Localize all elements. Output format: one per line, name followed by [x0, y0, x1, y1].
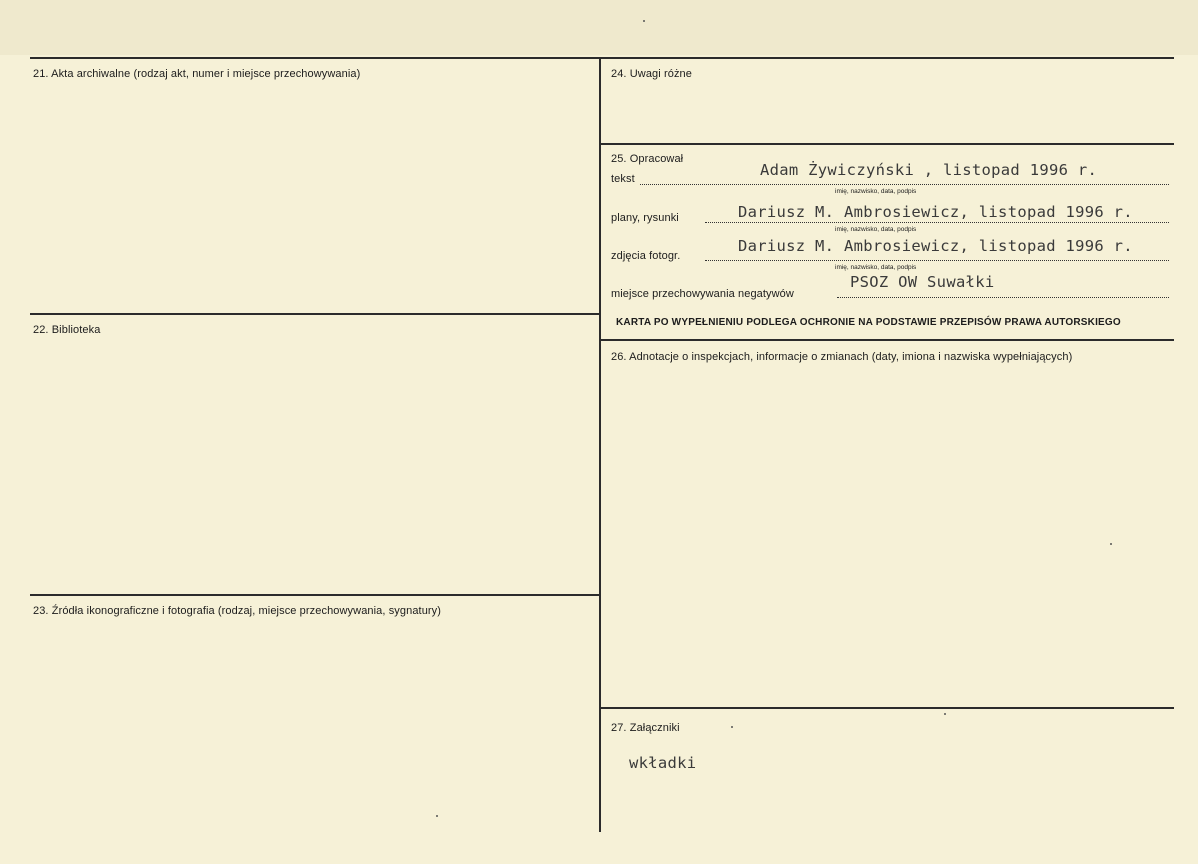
tekst-hint: imię, nazwisko, data, podpis — [835, 188, 917, 195]
tekst-line — [640, 184, 1169, 185]
scan-speck — [944, 713, 946, 715]
rule-22-23 — [30, 594, 599, 596]
rule-21-22 — [30, 313, 599, 315]
section-27-label: 27. Załączniki — [611, 722, 680, 734]
rule-24-25 — [601, 143, 1174, 145]
negatywy-label: miejsce przechowywania negatywów — [611, 288, 794, 300]
scan-speck — [731, 726, 733, 728]
scan-speck — [1110, 543, 1112, 545]
plany-value: Dariusz M. Ambrosiewicz, listopad 1996 r. — [738, 203, 1133, 221]
tekst-label: tekst — [611, 173, 635, 185]
section-22-label: 22. Biblioteka — [33, 324, 101, 336]
card-top-margin — [0, 0, 1198, 55]
scan-speck — [436, 815, 438, 817]
section-25-label: 25. Opracował — [611, 153, 684, 165]
negatywy-value: PSOZ OW Suwałki — [850, 273, 995, 291]
section-24-label: 24. Uwagi różne — [611, 68, 692, 80]
zdjecia-value: Dariusz M. Ambrosiewicz, listopad 1996 r. — [738, 237, 1133, 255]
plany-hint: imię, nazwisko, data, podpis — [835, 226, 917, 233]
negatywy-line — [837, 297, 1169, 298]
zdjecia-hint: imię, nazwisko, data, podpis — [835, 264, 917, 271]
section-23-label: 23. Źródła ikonograficzne i fotografia (rodzaj, miejsce przechowywania, sygnatury) — [33, 605, 442, 617]
zdjecia-line — [705, 260, 1169, 261]
top-rule — [30, 57, 1174, 59]
section-21-label: 21. Akta archiwalne (rodzaj akt, numer i miejsce przechowywania) — [33, 68, 361, 80]
rule-25-26 — [601, 339, 1174, 341]
center-divider — [599, 57, 601, 832]
zalaczniki-value: wkładki — [629, 754, 697, 772]
plany-label: plany, rysunki — [611, 212, 679, 224]
rule-26-27 — [601, 707, 1174, 709]
scan-speck — [643, 20, 645, 22]
plany-line — [705, 222, 1169, 223]
zdjecia-label: zdjęcia fotogr. — [611, 250, 681, 262]
tekst-value: Adam Żywiczyński , listopad 1996 r. — [760, 161, 1098, 179]
section-26-label: 26. Adnotacje o inspekcjach, informacje o zmianach (daty, imiona i nazwiska wypełniających) — [611, 351, 1073, 363]
copyright-notice: KARTA PO WYPEŁNIENIU PODLEGA OCHRONIE NA PODSTAWIE PRZEPISÓW PRAWA AUTORSKIEGO — [616, 317, 1121, 328]
